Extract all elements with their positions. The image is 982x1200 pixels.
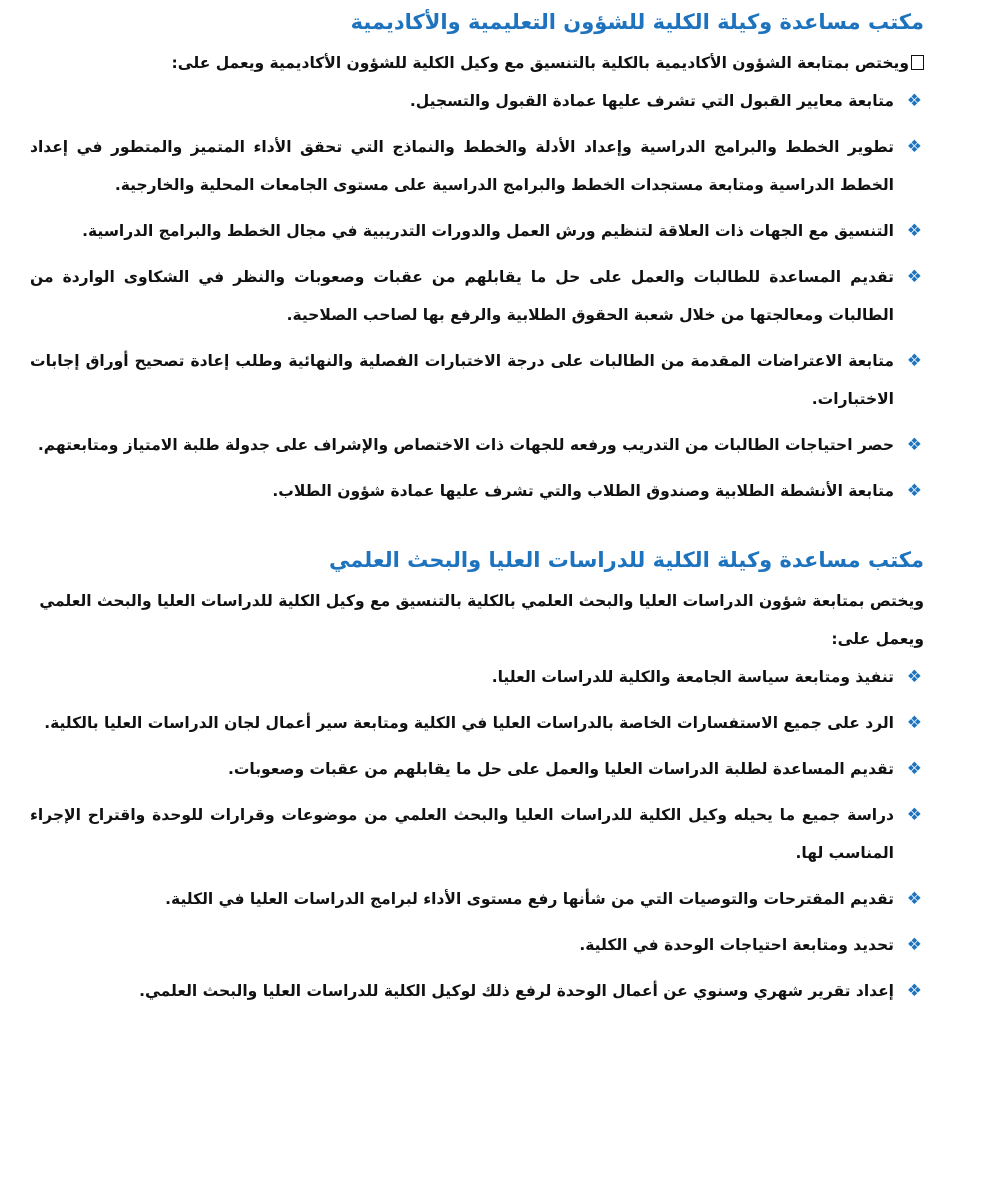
- list-item: ❖ تقديم المقترحات والتوصيات التي من شأنها رفع مستوى الأداء لبرامج الدراسات العليا في الكلية.: [30, 880, 924, 918]
- diamond-bullet-icon: ❖: [906, 713, 922, 733]
- diamond-bullet-icon: ❖: [906, 981, 922, 1001]
- list-item: ❖ تطوير الخطط والبرامج الدراسية وإعداد الأدلة والخطط والنماذج التي تحقق الأداء المتميز والمتطور في إعداد الخطط الدراسية ومتابعة مستجدات الخطط والبرامج الدراسية على مستوى الجامعات المحلية والخارجية.: [30, 128, 924, 204]
- diamond-bullet-icon: ❖: [906, 435, 922, 455]
- list-item: ❖ تقديم المساعدة للطالبات والعمل على حل ما يقابلهم من عقبات وصعوبات والنظر في الشكاوى الواردة من الطالبات ومعالجتها من خلال شعبة الحقوق الطلابية والرفع بها لصاحب الصلاحية.: [30, 258, 924, 334]
- diamond-bullet-icon: ❖: [906, 481, 922, 501]
- diamond-bullet-icon: ❖: [906, 91, 922, 111]
- diamond-bullet-icon: ❖: [906, 221, 922, 241]
- section-1-title: مكتب مساعدة وكيلة الكلية للشؤون التعليمية والأكاديمية: [350, 10, 924, 34]
- list-item: ❖ الرد على جميع الاستفسارات الخاصة بالدراسات العليا في الكلية ومتابعة سير أعمال لجان الدراسات العليا بالكلية.: [30, 704, 924, 742]
- section-2-title: مكتب مساعدة وكيلة الكلية للدراسات العليا والبحث العلمي: [328, 548, 924, 572]
- section-1-list: [30, 82, 924, 510]
- list-item: ❖ تقديم المساعدة لطلبة الدراسات العليا والعمل على حل ما يقابلهم من عقبات وصعوبات.: [30, 750, 924, 788]
- diamond-bullet-icon: ❖: [906, 667, 922, 687]
- list-item: ❖ متابعة الاعتراضات المقدمة من الطالبات على درجة الاختبارات الفصلية والنهائية وطلب إعادة تصحيح أوراق إجابات الاختبارات.: [30, 342, 924, 418]
- section-2-intro: ويختص بمتابعة شؤون الدراسات العليا والبحث العلمي بالكلية بالتنسيق مع وكيل الكلية للدراسات العليا والبحث العلمي ويعمل على:: [39, 592, 924, 648]
- diamond-bullet-icon: ❖: [906, 805, 922, 825]
- diamond-bullet-icon: ❖: [906, 889, 922, 909]
- section-2-list: [30, 658, 924, 1010]
- diamond-bullet-icon: ❖: [906, 351, 922, 371]
- list-item: ❖ إعداد تقرير شهري وسنوي عن أعمال الوحدة لرفع ذلك لوكيل الكلية للدراسات العليا والبحث العلمي.: [30, 972, 924, 1010]
- checkbox-icon[interactable]: [911, 55, 924, 70]
- diamond-bullet-icon: ❖: [906, 935, 922, 955]
- list-item: ❖ حصر احتياجات الطالبات من التدريب ورفعه للجهات ذات الاختصاص والإشراف على جدولة طلبة الامتياز ومتابعتهم.: [30, 426, 924, 464]
- section-1-intro-text: ويختص بمتابعة الشؤون الأكاديمية بالكلية بالتنسيق مع وكيل الكلية للشؤون الأكاديمية ويعمل على:: [171, 54, 909, 72]
- list-item: ❖ التنسيق مع الجهات ذات العلاقة لتنظيم ورش العمل والدورات التدريبية في مجال الخطط والبرامج الدراسية.: [30, 212, 924, 250]
- section-1-intro: [30, 44, 924, 82]
- diamond-bullet-icon: ❖: [906, 267, 922, 287]
- diamond-bullet-icon: ❖: [906, 759, 922, 779]
- diamond-bullet-icon: ❖: [906, 137, 922, 157]
- list-item: ❖ متابعة الأنشطة الطلابية وصندوق الطلاب والتي تشرف عليها عمادة شؤون الطلاب.: [30, 472, 924, 510]
- list-item: ❖ دراسة جميع ما يحيله وكيل الكلية للدراسات العليا والبحث العلمي من موضوعات وقرارات للوحدة واقتراح الإجراء المناسب لها.: [30, 796, 924, 872]
- list-item: ❖ تحديد ومتابعة احتياجات الوحدة في الكلية.: [30, 926, 924, 964]
- list-item: ❖ تنفيذ ومتابعة سياسة الجامعة والكلية للدراسات العليا.: [30, 658, 924, 696]
- list-item: ❖ متابعة معايير القبول التي تشرف عليها عمادة القبول والتسجيل.: [30, 82, 924, 120]
